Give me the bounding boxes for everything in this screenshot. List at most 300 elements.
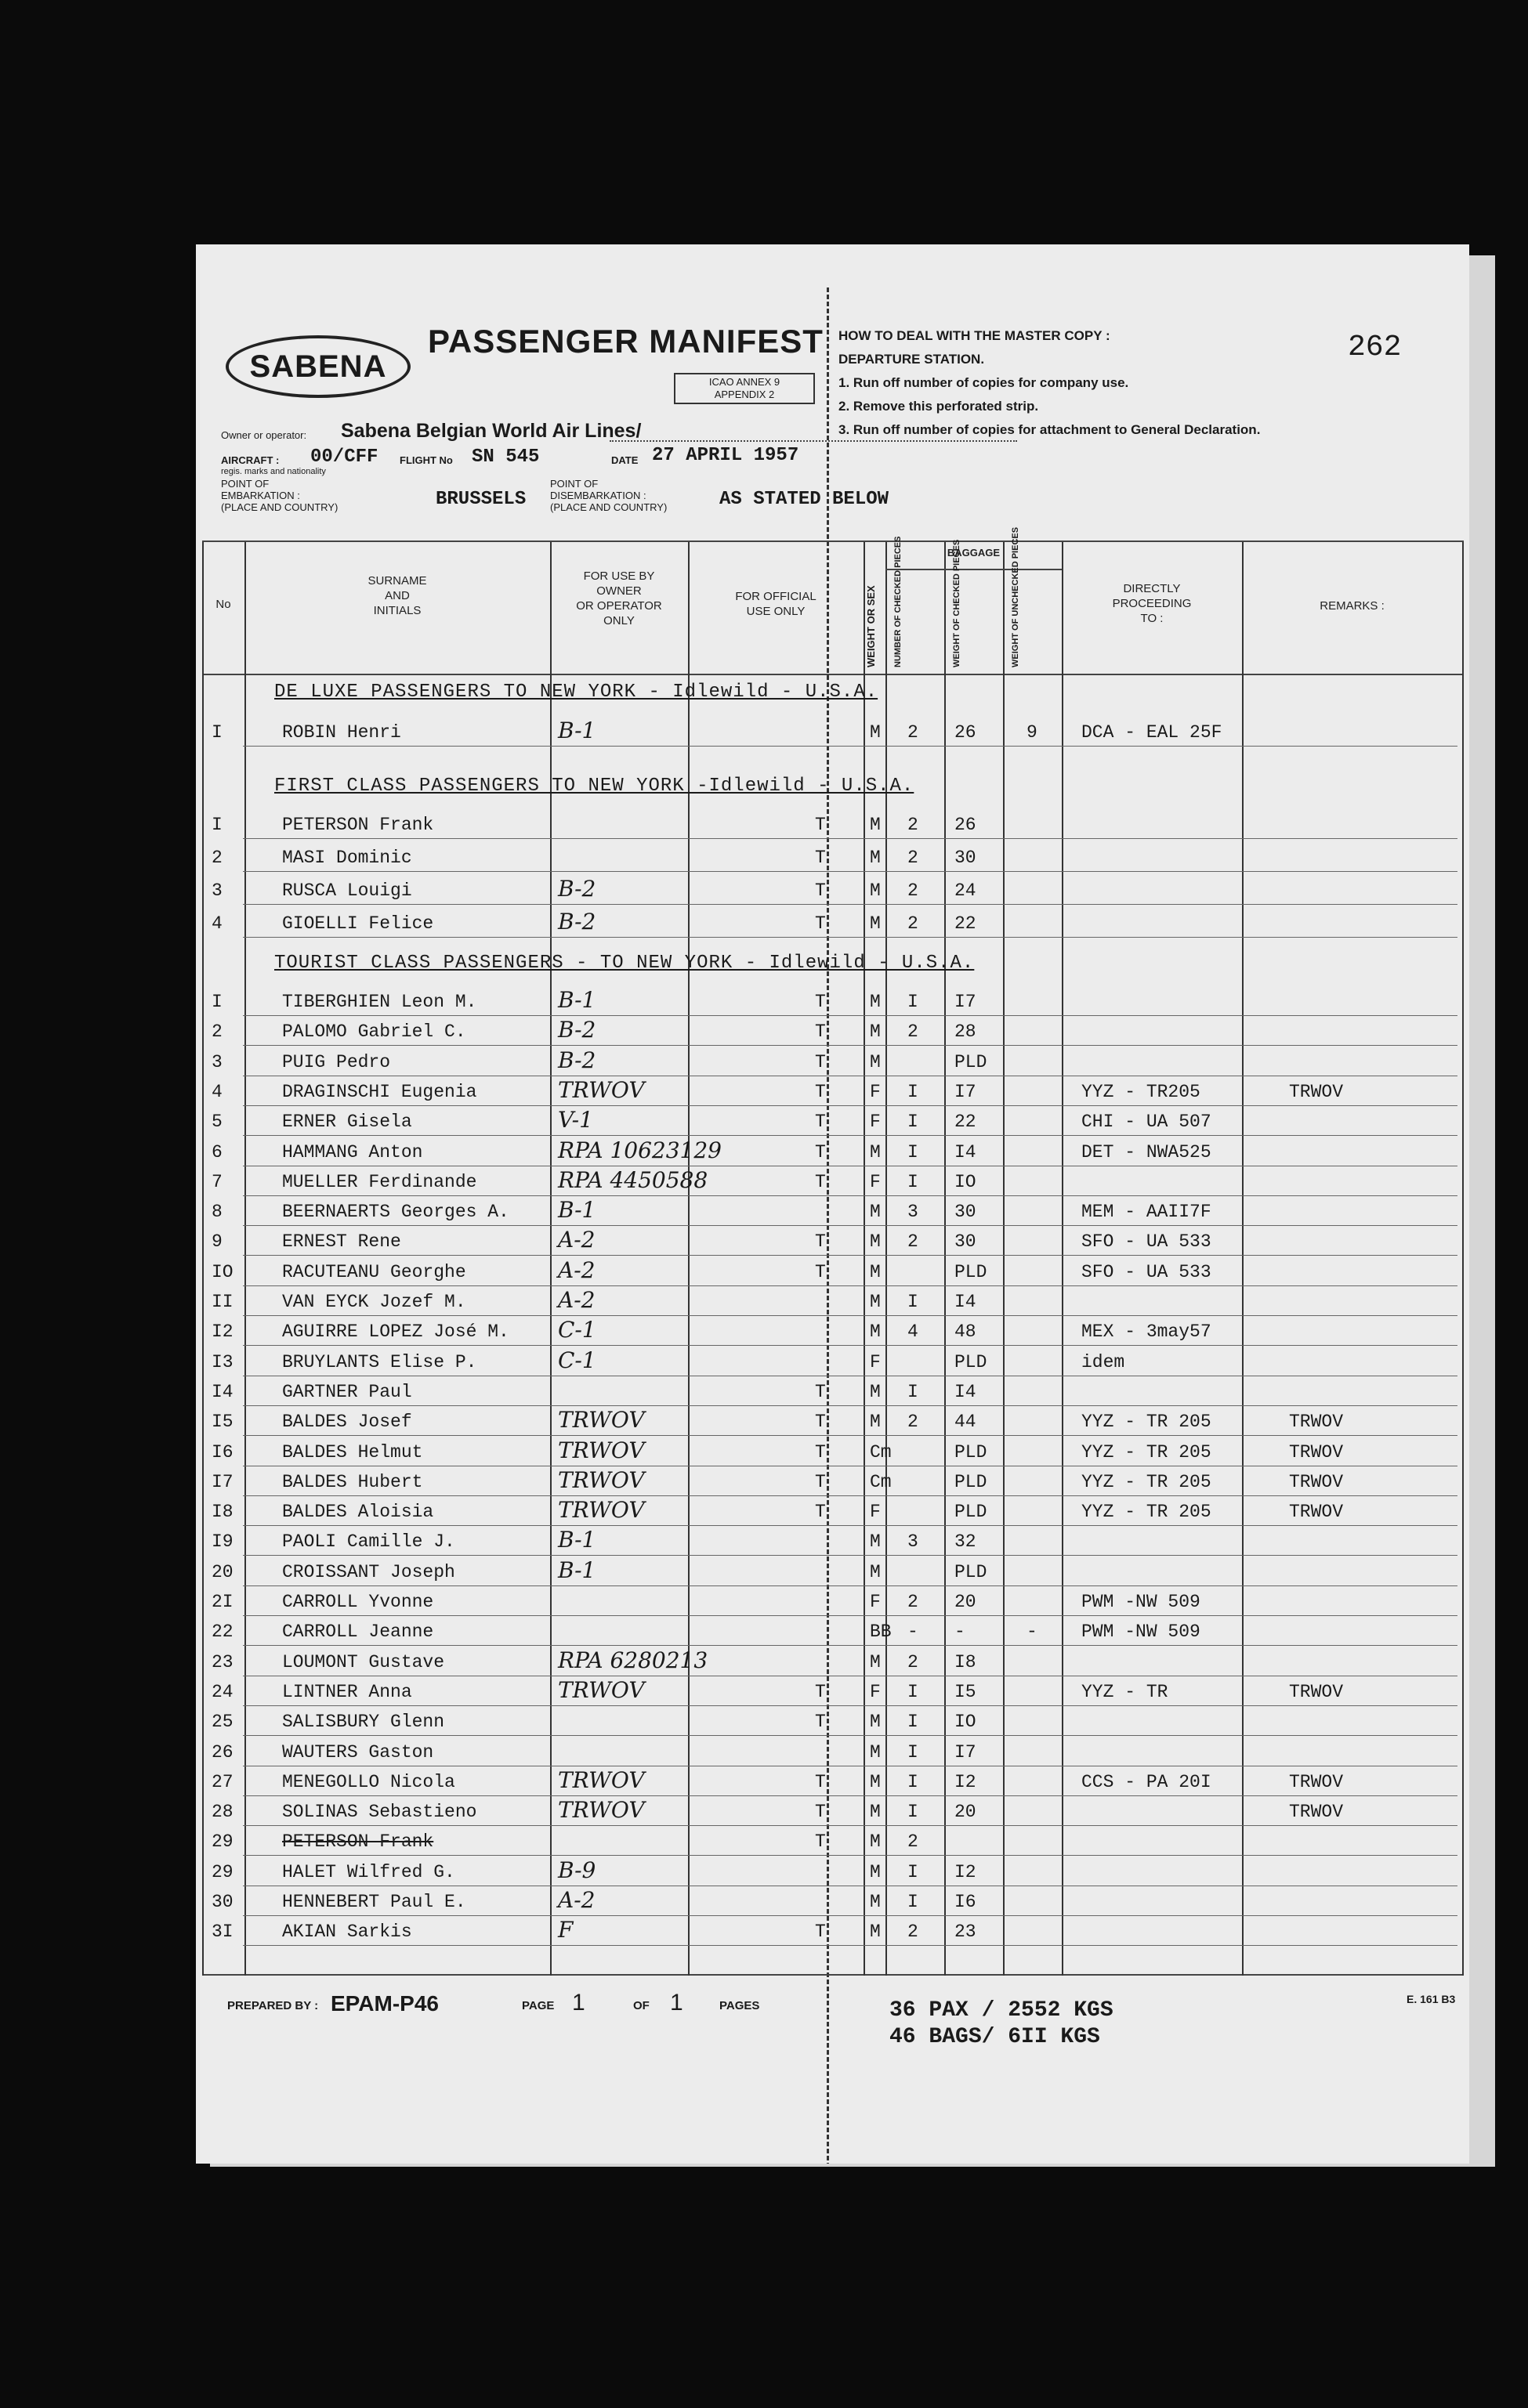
passenger-name: RUSCA Louigi: [282, 880, 412, 901]
row-number: 2I: [212, 1592, 234, 1612]
checked-pieces: 2: [907, 913, 918, 934]
checked-pieces: 2: [907, 722, 918, 743]
page-label: PAGE: [522, 1999, 555, 2012]
owner-use-mark: F: [558, 1917, 574, 1943]
owner-use-mark: B-1: [558, 1557, 596, 1583]
remarks: TRWOV: [1289, 1502, 1344, 1523]
col-checked-pieces-header: NUMBER OF CHECKED PIECES: [893, 536, 903, 667]
weight-or-sex: M: [870, 1231, 881, 1253]
checked-weight: PLD: [954, 1261, 987, 1282]
official-mark: T: [815, 880, 826, 901]
section-deluxe: DE LUXE PASSENGERS TO NEW YORK - Idlewild - U.S.A.: [274, 682, 878, 703]
proceeding-to: YYZ - TR205: [1081, 1081, 1200, 1102]
checked-pieces: I: [907, 1081, 918, 1102]
weight-or-sex: M: [870, 815, 881, 835]
remarks: TRWOV: [1289, 1802, 1344, 1823]
passenger-name: CARROLL Jeanne: [282, 1622, 434, 1643]
row-rule: [243, 1435, 1457, 1436]
proceeding-to: SFO - UA 533: [1081, 1261, 1211, 1282]
owner-use-mark: A-2: [558, 1887, 596, 1913]
weight-or-sex: M: [870, 1802, 881, 1823]
checked-pieces: -: [907, 1622, 918, 1643]
official-mark: T: [815, 1681, 826, 1702]
weight-or-sex: F: [870, 1171, 881, 1192]
row-number: 5: [212, 1112, 223, 1133]
col-no-header: No: [215, 598, 231, 611]
owner-use-mark: TRWOV: [558, 1797, 645, 1824]
unchecked-weight: 9: [1027, 722, 1037, 743]
weight-or-sex: M: [870, 1831, 881, 1853]
table-row: [196, 909, 1469, 938]
weight-or-sex: BB: [870, 1622, 892, 1643]
owner-use-mark: RPA 6280213: [558, 1647, 708, 1673]
icao-annex-box: ICAO ANNEX 9 APPENDIX 2: [674, 373, 815, 404]
remarks: TRWOV: [1289, 1471, 1344, 1492]
owner-use-mark: TRWOV: [558, 1466, 645, 1493]
checked-pieces: 2: [907, 1592, 918, 1612]
checked-weight: -: [954, 1622, 965, 1643]
embarkation-point: BRUSSELS: [436, 489, 527, 510]
col-owner-header: FOR USE BY OWNER OR OPERATOR ONLY: [576, 569, 662, 627]
table-row: [196, 1497, 1469, 1527]
checked-weight: PLD: [954, 1561, 987, 1582]
checked-weight: 32: [954, 1531, 976, 1553]
official-mark: T: [815, 913, 826, 934]
table-row: [196, 1107, 1469, 1137]
manifest-sheet: [196, 244, 1469, 2164]
table-bottom-rule: [202, 1974, 1464, 1976]
passenger-name: PUIG Pedro: [282, 1051, 391, 1072]
table-row: [196, 1227, 1469, 1256]
proceeding-to: PWM -NW 509: [1081, 1622, 1200, 1643]
weight-or-sex: M: [870, 1892, 881, 1912]
disembarkation-point: AS STATED BELOW: [719, 489, 889, 510]
weight-or-sex: M: [870, 1861, 881, 1882]
weight-or-sex: F: [870, 1592, 881, 1612]
official-mark: T: [815, 1831, 826, 1853]
official-mark: T: [815, 1471, 826, 1492]
row-number: I4: [212, 1381, 234, 1402]
owner-use-mark: B-2: [558, 876, 596, 902]
row-number: 3I: [212, 1922, 234, 1943]
proceeding-to: CCS - PA 20I: [1081, 1771, 1211, 1792]
proceeding-to: DET - NWA525: [1081, 1141, 1211, 1162]
table-row: [196, 1797, 1469, 1827]
owner-use-mark: TRWOV: [558, 1407, 645, 1434]
col-official-header: FOR OFFICIAL USE ONLY: [735, 590, 817, 618]
proceeding-to: CHI - UA 507: [1081, 1112, 1211, 1133]
owner-use-mark: A-2: [558, 1227, 596, 1253]
row-number: 26: [212, 1741, 234, 1763]
checked-weight: 30: [954, 1231, 976, 1253]
proceeding-to: MEX - 3may57: [1081, 1322, 1211, 1343]
row-rule: [243, 1645, 1457, 1646]
row-number: 4: [212, 1081, 223, 1102]
row-rule: [243, 1585, 1457, 1586]
row-number: IO: [212, 1261, 234, 1282]
owner-use-mark: TRWOV: [558, 1766, 645, 1793]
official-mark: T: [815, 1051, 826, 1072]
row-number: 25: [212, 1712, 234, 1733]
official-mark: T: [815, 1802, 826, 1823]
table-row: [196, 1707, 1469, 1737]
table-row: [196, 1617, 1469, 1647]
checked-weight: I5: [954, 1681, 976, 1702]
passenger-name: BALDES Helmut: [282, 1441, 423, 1463]
row-rule: [243, 838, 1457, 839]
remarks: TRWOV: [1289, 1441, 1344, 1463]
row-rule: [243, 1195, 1457, 1196]
owner-use-mark: B-1: [558, 718, 596, 743]
row-number: I8: [212, 1502, 234, 1523]
official-mark: T: [815, 1081, 826, 1102]
checked-weight: 26: [954, 815, 976, 835]
table-row: [196, 1377, 1469, 1407]
row-number: 9: [212, 1231, 223, 1253]
passenger-name: GIOELLI Felice: [282, 913, 434, 934]
checked-weight: I6: [954, 1892, 976, 1912]
owner-use-mark: B-2: [558, 1017, 596, 1043]
form-code: E. 161 B3: [1407, 1993, 1456, 2005]
passenger-name: CROISSANT Joseph: [282, 1561, 455, 1582]
checked-pieces: 3: [907, 1531, 918, 1553]
of-value: 1: [670, 1990, 683, 2016]
manifest-title: PASSENGER MANIFEST: [428, 323, 824, 360]
passenger-name: GARTNER Paul: [282, 1381, 412, 1402]
table-row: [196, 1737, 1469, 1767]
weight-or-sex: M: [870, 1771, 881, 1792]
checked-weight: I4: [954, 1141, 976, 1162]
weight-or-sex: M: [870, 1292, 881, 1312]
table-row: [196, 1137, 1469, 1167]
owner-use-mark: B-1: [558, 1197, 596, 1224]
passenger-name: ERNEST Rene: [282, 1231, 401, 1253]
row-number: 30: [212, 1892, 234, 1912]
row-rule: [243, 1285, 1457, 1286]
row-rule: [243, 746, 1457, 747]
weight-or-sex: M: [870, 1651, 881, 1672]
row-rule: [243, 1225, 1457, 1226]
table-row: [196, 1527, 1469, 1557]
owner-use-mark: C-1: [558, 1317, 596, 1343]
checked-weight: PLD: [954, 1502, 987, 1523]
row-rule: [243, 1795, 1457, 1796]
passenger-name: BEERNAERTS Georges A.: [282, 1202, 509, 1223]
row-number: I3: [212, 1351, 234, 1372]
table-top-rule: [202, 541, 1464, 542]
unchecked-weight: -: [1027, 1622, 1037, 1643]
table-row: [196, 1197, 1469, 1227]
weight-or-sex: M: [870, 1531, 881, 1553]
checked-weight: I7: [954, 992, 976, 1012]
checked-pieces: I: [907, 1802, 918, 1823]
official-mark: T: [815, 1441, 826, 1463]
operator-label: Owner or operator:: [221, 429, 307, 441]
row-number: I: [212, 815, 223, 835]
table-row: [196, 1077, 1469, 1107]
col-surname-header: SURNAME AND INITIALS: [368, 574, 427, 617]
table-row: [196, 718, 1469, 747]
checked-weight: 30: [954, 1202, 976, 1223]
totals-bags: 46 BAGS/ 6II KGS: [889, 2025, 1100, 2049]
checked-weight: 23: [954, 1922, 976, 1943]
page-number: 262: [1348, 331, 1402, 364]
prepared-by-value: EPAM-P46: [331, 1991, 439, 2016]
proceeding-to: SFO - UA 533: [1081, 1231, 1211, 1253]
row-number: 8: [212, 1202, 223, 1223]
col-remarks-header: REMARKS :: [1320, 599, 1385, 613]
official-mark: T: [815, 1712, 826, 1733]
owner-use-mark: B-2: [558, 1047, 596, 1073]
proceeding-to: YYZ - TR 205: [1081, 1502, 1211, 1523]
weight-or-sex: Cm: [870, 1441, 892, 1463]
official-mark: T: [815, 1141, 826, 1162]
checked-pieces: I: [907, 1381, 918, 1402]
row-rule: [243, 1105, 1457, 1106]
row-rule: [243, 1945, 1457, 1946]
official-mark: T: [815, 1021, 826, 1043]
checked-pieces: 4: [907, 1322, 918, 1343]
section-first-class: FIRST CLASS PASSENGERS TO NEW YORK -Idlewild - U.S.A.: [274, 776, 914, 797]
table-row: [196, 1557, 1469, 1587]
weight-or-sex: F: [870, 1112, 881, 1133]
passenger-name: DRAGINSCHI Eugenia: [282, 1081, 477, 1102]
checked-weight: 30: [954, 848, 976, 868]
weight-or-sex: M: [870, 1381, 881, 1402]
weight-or-sex: F: [870, 1502, 881, 1523]
checked-pieces: I: [907, 1712, 918, 1733]
checked-weight: I2: [954, 1861, 976, 1882]
pages-label: PAGES: [719, 1999, 760, 2012]
owner-use-mark: B-1: [558, 1527, 596, 1553]
checked-weight: PLD: [954, 1351, 987, 1372]
passenger-name: LOUMONT Gustave: [282, 1651, 445, 1672]
row-rule: [243, 1705, 1457, 1706]
row-number: II: [212, 1292, 234, 1312]
checked-pieces: 2: [907, 1021, 918, 1043]
table-row: [196, 1437, 1469, 1467]
official-mark: T: [815, 815, 826, 835]
official-mark: T: [815, 1922, 826, 1943]
weight-or-sex: M: [870, 992, 881, 1012]
row-rule: [243, 1015, 1457, 1016]
checked-pieces: I: [907, 1861, 918, 1882]
passenger-name: VAN EYCK Jozef M.: [282, 1292, 466, 1312]
row-number: 2: [212, 848, 223, 868]
row-number: 24: [212, 1681, 234, 1702]
col-checked-weight-header: WEIGHT OF CHECKED PIECES: [952, 539, 961, 667]
weight-or-sex: M: [870, 1712, 881, 1733]
table-row: [196, 1587, 1469, 1617]
master-copy-instructions: HOW TO DEAL WITH THE MASTER COPY : DEPARTURE STATION. 1. Run off number of copies for company use. 2. Remove this perforated strip. 3. Run off number of copies for attachment to General Declaration.: [838, 328, 1261, 437]
flight-date: 27 APRIL 1957: [652, 445, 799, 466]
proceeding-to: YYZ - TR 205: [1081, 1412, 1211, 1433]
table-row: [196, 1347, 1469, 1377]
official-mark: T: [815, 1381, 826, 1402]
row-rule: [243, 1255, 1457, 1256]
proceeding-to: YYZ - TR 205: [1081, 1441, 1211, 1463]
row-rule: [243, 1735, 1457, 1736]
weight-or-sex: M: [870, 1561, 881, 1582]
passenger-name: AKIAN Sarkis: [282, 1922, 412, 1943]
checked-pieces: I: [907, 1771, 918, 1792]
prepared-by-label: PREPARED BY :: [227, 1999, 319, 2012]
passenger-name: HALET Wilfred G.: [282, 1861, 455, 1882]
official-mark: T: [815, 992, 826, 1012]
row-rule: [243, 937, 1457, 938]
row-rule: [243, 904, 1457, 905]
page-value: 1: [572, 1990, 585, 2016]
row-number: I6: [212, 1441, 234, 1463]
owner-use-mark: B-2: [558, 909, 596, 935]
checked-weight: 44: [954, 1412, 976, 1433]
totals-block: [889, 1998, 1113, 2051]
checked-weight: I7: [954, 1741, 976, 1763]
checked-weight: 26: [954, 722, 976, 743]
row-rule: [243, 1135, 1457, 1136]
col-proceeding-header: DIRECTLY PROCEEDING TO :: [1112, 582, 1192, 625]
passenger-name: MUELLER Ferdinande: [282, 1171, 477, 1192]
row-rule: [243, 1495, 1457, 1496]
weight-or-sex: M: [870, 1322, 881, 1343]
remarks: TRWOV: [1289, 1771, 1344, 1792]
row-rule: [243, 1555, 1457, 1556]
owner-use-mark: C-1: [558, 1347, 596, 1373]
passenger-name: PAOLI Camille J.: [282, 1531, 455, 1553]
owner-use-mark: RPA 4450588: [558, 1166, 708, 1193]
embarkation-label: POINT OF EMBARKATION : (PLACE AND COUNTRY): [221, 478, 339, 513]
checked-weight: I8: [954, 1651, 976, 1672]
passenger-name: BALDES Josef: [282, 1412, 412, 1433]
section-tourist-class: TOURIST CLASS PASSENGERS - TO NEW YORK - Idlewild - U.S.A.: [274, 953, 975, 974]
proceeding-to: MEM - AAII7F: [1081, 1202, 1211, 1223]
weight-or-sex: M: [870, 1141, 881, 1162]
checked-pieces: 2: [907, 1651, 918, 1672]
passenger-name: BRUYLANTS Elise P.: [282, 1351, 477, 1372]
owner-use-mark: RPA 10623129: [558, 1137, 722, 1163]
owner-use-mark: B-9: [558, 1857, 596, 1883]
weight-or-sex: M: [870, 848, 881, 868]
col-baggage-header: BAGGAGE: [947, 547, 1001, 559]
checked-weight: 48: [954, 1322, 976, 1343]
checked-weight: 20: [954, 1802, 976, 1823]
table-row: [196, 1767, 1469, 1797]
row-number: 22: [212, 1622, 234, 1643]
passenger-name: SOLINAS Sebastieno: [282, 1802, 477, 1823]
flight-number: SN 545: [472, 447, 540, 468]
table-row: [196, 1317, 1469, 1347]
weight-or-sex: M: [870, 913, 881, 934]
passenger-name: HENNEBERT Paul E.: [282, 1892, 466, 1912]
passenger-name: AGUIRRE LOPEZ José M.: [282, 1322, 509, 1343]
official-mark: T: [815, 848, 826, 868]
row-number: 3: [212, 1051, 223, 1072]
row-number: I: [212, 992, 223, 1012]
official-mark: T: [815, 1412, 826, 1433]
official-mark: T: [815, 1502, 826, 1523]
row-number: I5: [212, 1412, 234, 1433]
passenger-name: HAMMANG Anton: [282, 1141, 423, 1162]
official-mark: T: [815, 1231, 826, 1253]
table-row: [196, 1167, 1469, 1197]
weight-or-sex: M: [870, 1412, 881, 1433]
weight-or-sex: M: [870, 1261, 881, 1282]
aircraft-registration: 00/CFF: [310, 447, 378, 468]
checked-pieces: 2: [907, 1831, 918, 1853]
flight-label: FLIGHT No: [400, 454, 453, 466]
row-number: 29: [212, 1861, 234, 1882]
row-number: I2: [212, 1322, 234, 1343]
checked-weight: PLD: [954, 1441, 987, 1463]
checked-pieces: I: [907, 1112, 918, 1133]
checked-weight: PLD: [954, 1471, 987, 1492]
date-label: DATE: [611, 454, 639, 466]
weight-or-sex: M: [870, 1922, 881, 1943]
passenger-name: WAUTERS Gaston: [282, 1741, 434, 1763]
row-rule: [243, 1615, 1457, 1616]
weight-or-sex: M: [870, 1051, 881, 1072]
passenger-name: PETERSON Frank: [282, 815, 434, 835]
weight-or-sex: F: [870, 1351, 881, 1372]
passenger-name: ERNER Gisela: [282, 1112, 412, 1133]
proceeding-to: idem: [1081, 1351, 1125, 1372]
passenger-name: MASI Dominic: [282, 848, 412, 868]
checked-pieces: 3: [907, 1202, 918, 1223]
passenger-name: BALDES Hubert: [282, 1471, 423, 1492]
proceeding-to: DCA - EAL 25F: [1081, 722, 1222, 743]
checked-weight: I2: [954, 1771, 976, 1792]
checked-pieces: 2: [907, 848, 918, 868]
passenger-name: CARROLL Yvonne: [282, 1592, 434, 1612]
table-row: [196, 987, 1469, 1017]
row-number: 20: [212, 1561, 234, 1582]
row-rule: [243, 1825, 1457, 1826]
weight-or-sex: Cm: [870, 1471, 892, 1492]
owner-use-mark: TRWOV: [558, 1497, 645, 1524]
disembarkation-label: POINT OF DISEMBARKATION : (PLACE AND COUNTRY): [550, 478, 668, 513]
row-rule: [243, 1315, 1457, 1316]
passenger-name: LINTNER Anna: [282, 1681, 412, 1702]
checked-pieces: I: [907, 992, 918, 1012]
official-mark: T: [815, 1112, 826, 1133]
totals-pax: 36 PAX / 2552 KGS: [889, 1998, 1113, 2023]
owner-use-mark: TRWOV: [558, 1437, 645, 1463]
row-number: I7: [212, 1471, 234, 1492]
row-number: I9: [212, 1531, 234, 1553]
table-row: [196, 1287, 1469, 1317]
weight-or-sex: M: [870, 1202, 881, 1223]
proceeding-to: YYZ - TR 205: [1081, 1471, 1211, 1492]
row-number: 7: [212, 1171, 223, 1192]
remarks: TRWOV: [1289, 1681, 1344, 1702]
row-rule: [243, 1855, 1457, 1856]
checked-weight: 22: [954, 913, 976, 934]
row-rule: [243, 1045, 1457, 1046]
row-number: 6: [212, 1141, 223, 1162]
checked-pieces: I: [907, 1171, 918, 1192]
weight-or-sex: M: [870, 1021, 881, 1043]
checked-weight: 28: [954, 1021, 976, 1043]
owner-use-mark: B-1: [558, 987, 596, 1013]
official-mark: T: [815, 1171, 826, 1192]
row-rule: [243, 1915, 1457, 1916]
checked-weight: 20: [954, 1592, 976, 1612]
remarks: TRWOV: [1289, 1412, 1344, 1433]
row-rule: [243, 1525, 1457, 1526]
row-number: I: [212, 722, 223, 743]
table-row: [196, 1467, 1469, 1497]
checked-pieces: I: [907, 1741, 918, 1763]
